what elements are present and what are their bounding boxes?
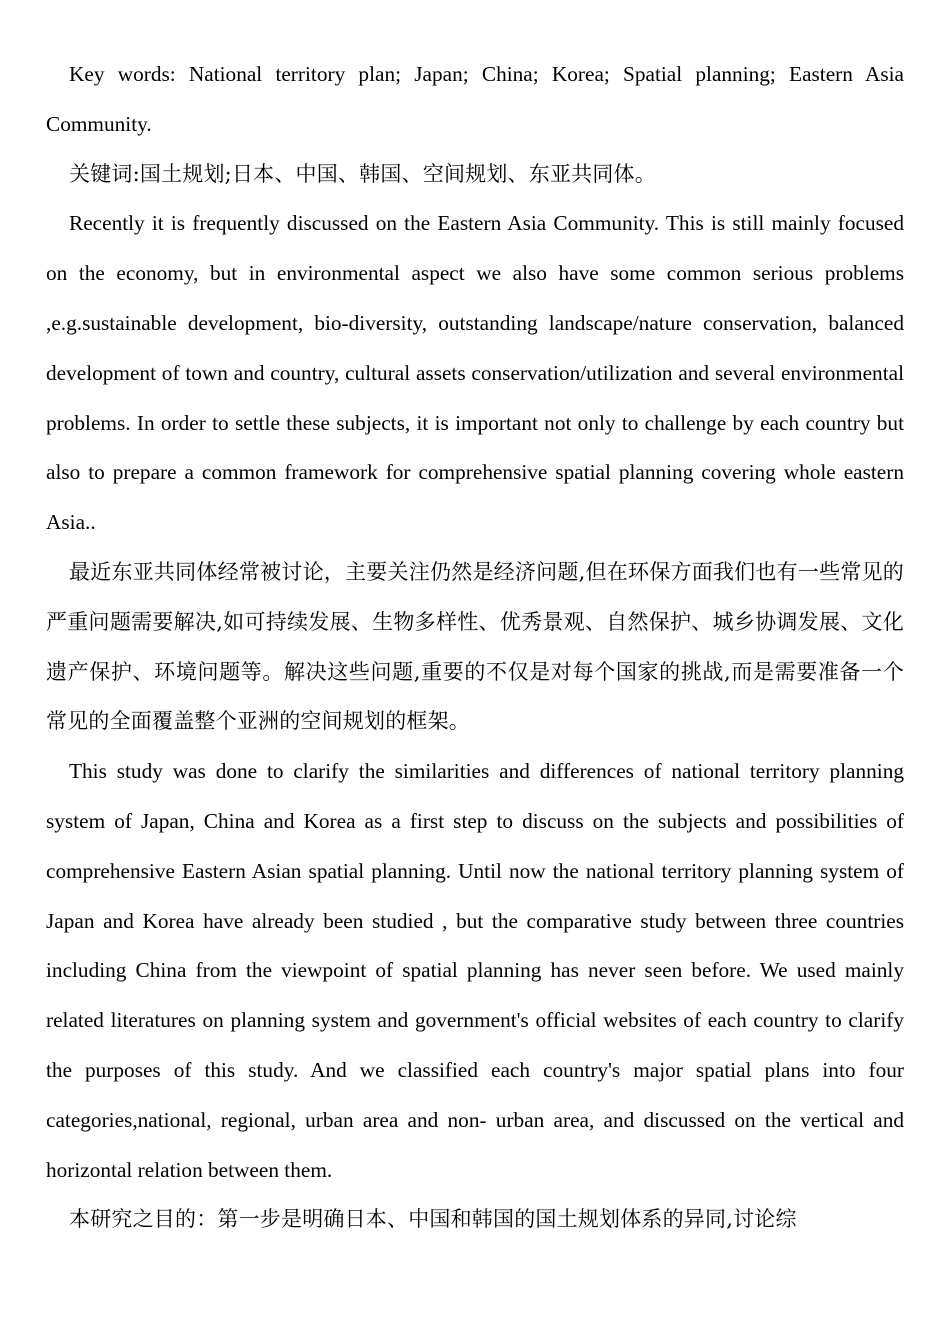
keywords-en: Key words: National territory plan; Japan; China; Korea; Spatial planning; Eastern Asia Community. [46, 62, 904, 136]
intro-paragraph-en: Recently it is frequently discussed on the Eastern Asia Community. This is still mainly focused on the economy, but in environmental aspect we also have some common serious problems ,e.g.sustainable development, bio-diversity, outstanding landscape/nature conservation, balanced development of town and country, cultural assets conservation/utilization and several environmental problems. In order to settle these subjects, it is important not only to challenge by each country but also to prepare a common framework for comprehensive spatial planning covering whole eastern Asia.. [46, 211, 904, 535]
document-page [46, 50, 904, 1245]
intro-paragraph-zh: 最近东亚共同体经常被讨论，主要关注仍然是经济问题,但在环保方面我们也有一些常见的严重问题需要解决,如可持续发展、生物多样性、优秀景观、自然保护、城乡协调发展、文化遗产保护、环境问题等。解决这些问题,重要的不仅是对每个国家的挑战,而是需要准备一个常见的全面覆盖整个亚洲的空间规划的框架。 [46, 559, 904, 734]
study-paragraph-zh: 本研究之目的：第一步是明确日本、中国和韩国的国土规划体系的异同,讨论综 [69, 1207, 797, 1232]
study-paragraph-en: This study was done to clarify the similarities and differences of national territory planning system of Japan, China and Korea as a first step to discuss on the subjects and possibilities of comprehensive Eastern Asian spatial planning. Until now the national territory planning system of Japan and Korea have already been studied , but the comparative study between three countries including China from the viewpoint of spatial planning has never seen before. We used mainly related literatures on planning system and government's official websites of each country to clarify the purposes of this study. And we classified each country's major spatial plans into four categories,national, regional, urban area and non- urban area, and discussed on the vertical and horizontal relation between them. [46, 759, 904, 1182]
keywords-zh: 关键词:国土规划;日本、中国、韩国、空间规划、东亚共同体。 [69, 161, 656, 186]
